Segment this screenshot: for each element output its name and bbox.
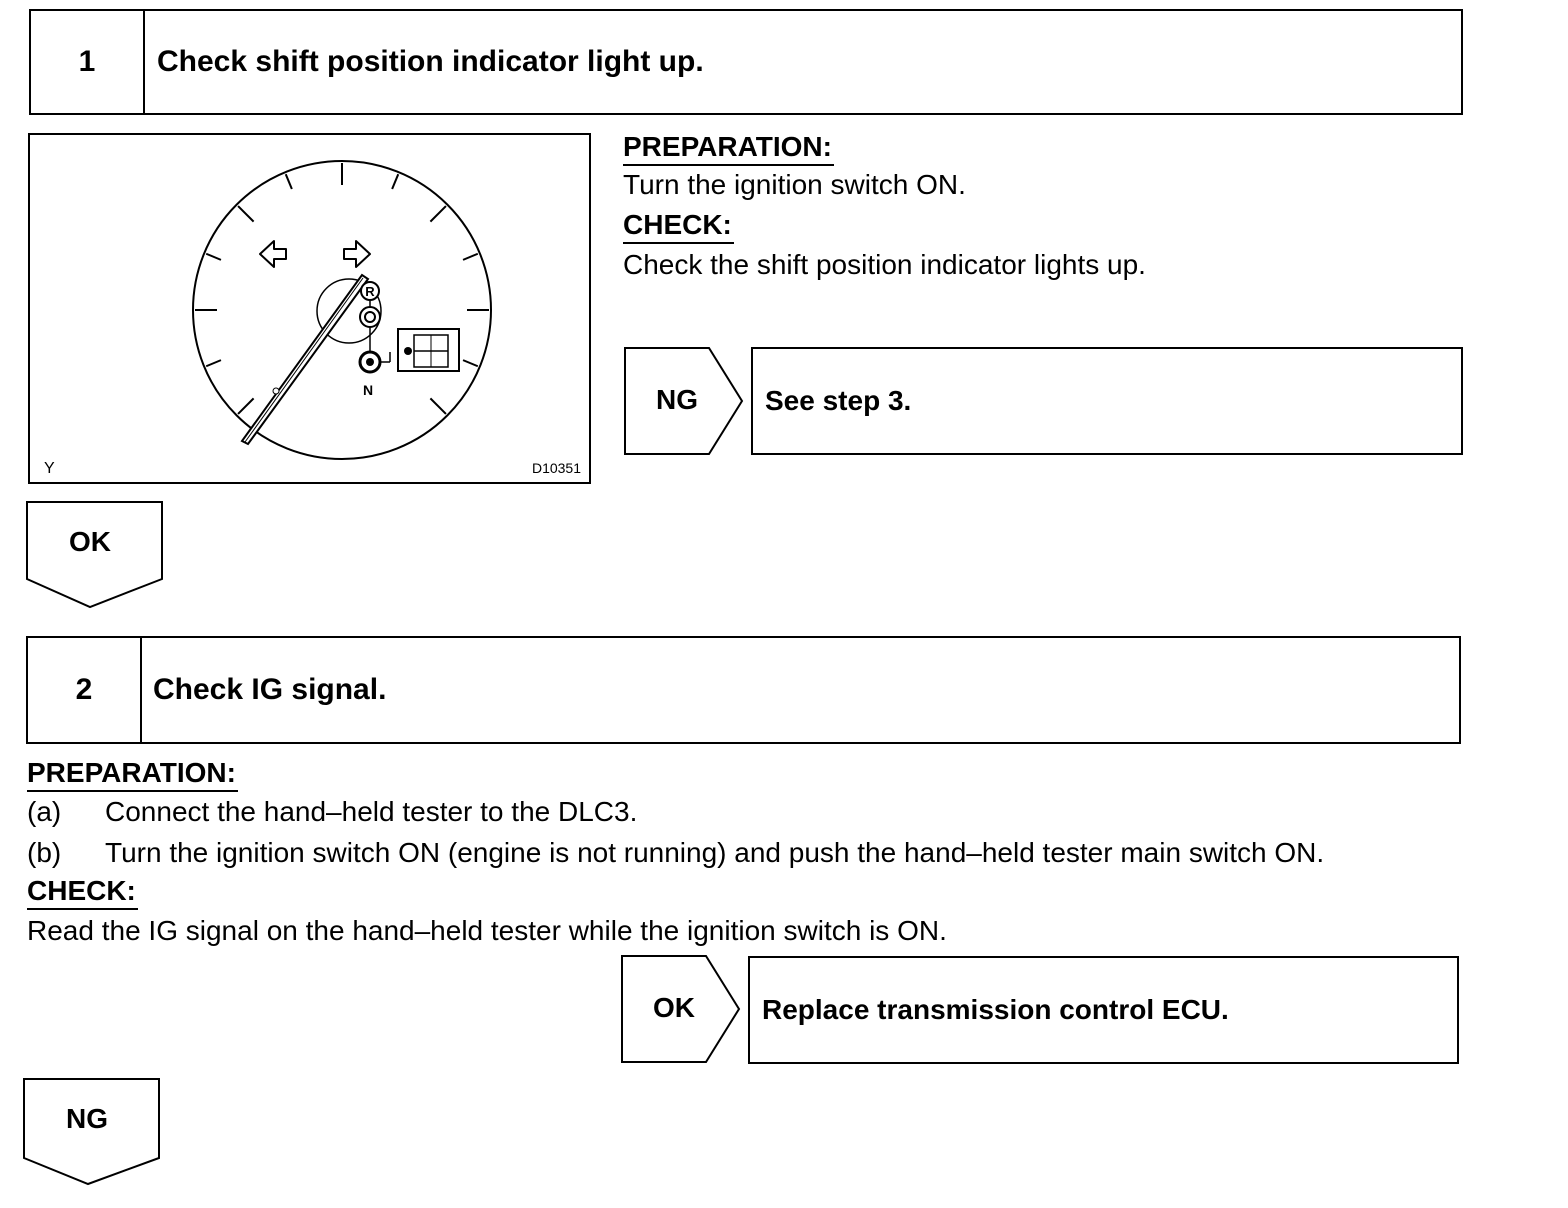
dial-tick <box>430 398 446 414</box>
dial-tick <box>238 206 254 222</box>
gear-r-label: R <box>365 284 375 299</box>
step-number: 2 <box>28 638 142 742</box>
gear-n-label: N <box>362 382 374 398</box>
step-2-header <box>26 636 1461 744</box>
step2-ng-label: NG <box>66 1103 108 1134</box>
step2-item-a <box>27 795 637 829</box>
figure-corner-label: Y <box>44 460 55 477</box>
dial-tick <box>238 398 254 414</box>
step1-check-text: Check the shift position indicator lights up. <box>623 249 1146 280</box>
step1-ok-label: OK <box>69 526 111 557</box>
step2-ok-result: Replace transmission control ECU. <box>748 956 1459 1064</box>
item-letter: (a) <box>27 796 62 827</box>
step1-ng-label: NG <box>656 384 698 415</box>
step1-ng-result: See step 3. <box>751 347 1463 455</box>
step1-preparation-text: Turn the ignition switch ON. <box>623 169 966 200</box>
step2-item-b <box>27 836 1324 870</box>
step1-preparation-heading: PREPARATION: <box>623 130 834 166</box>
item-text: Connect the hand–held tester to the DLC3. <box>105 796 638 827</box>
dial-tick <box>206 254 221 260</box>
step2-check-text: Read the IG signal on the hand–held tester while the ignition switch is ON. <box>27 915 947 946</box>
item-letter: (b) <box>27 837 62 868</box>
step1-check-heading: CHECK: <box>623 208 734 244</box>
dial-tick <box>430 206 446 222</box>
figure-id: D10351 <box>531 460 581 476</box>
step-1-header <box>29 9 1463 115</box>
step-title: Check IG signal. <box>153 673 387 706</box>
item-text: Turn the ignition switch ON (engine is not running) and push the hand–held tester main switch ON. <box>105 837 1325 868</box>
step2-preparation-heading: PREPARATION: <box>27 756 238 792</box>
dial-tick <box>463 254 478 260</box>
step2-check-heading: CHECK: <box>27 874 138 910</box>
speedometer-illustration <box>28 133 591 484</box>
step-title: Check shift position indicator light up. <box>157 45 704 78</box>
dial-tick <box>286 174 292 189</box>
dial-tick <box>392 174 398 189</box>
step-number: 1 <box>31 11 145 113</box>
step2-ok-label: OK <box>653 992 695 1023</box>
dial-tick <box>463 360 478 366</box>
speedometer-figure <box>28 133 591 484</box>
dial-tick <box>206 360 221 366</box>
